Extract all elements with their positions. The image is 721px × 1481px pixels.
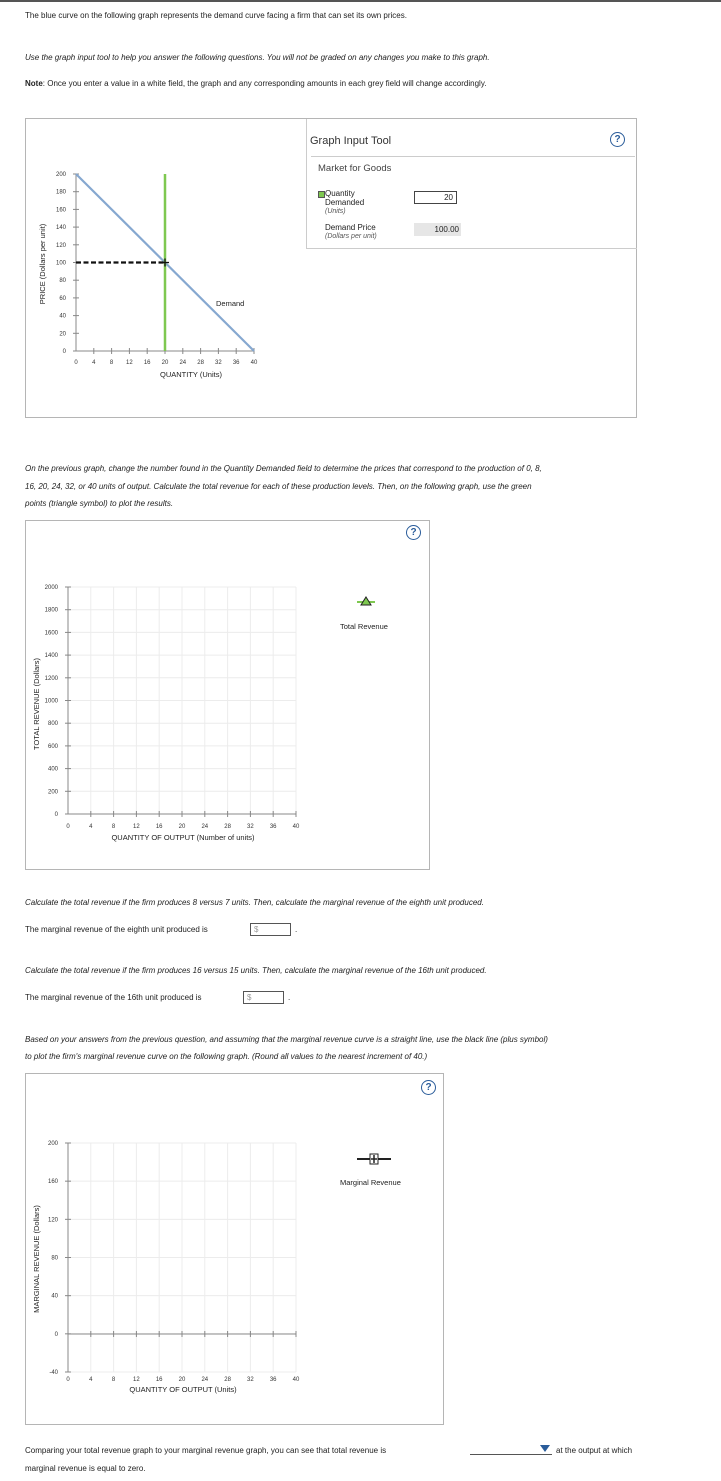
x-tick-label: 40 <box>292 1377 300 1383</box>
x-tick-label: 40 <box>250 360 258 366</box>
y-tick-label: 160 <box>55 207 66 214</box>
plus-tool-icon[interactable] <box>356 1152 392 1166</box>
quantity-demanded-input[interactable]: 20 <box>414 191 457 204</box>
x-tick-label: 32 <box>215 360 222 366</box>
marginal-revenue-axes <box>48 1141 300 1383</box>
final-question-line-2: marginal revenue is equal to zero. <box>25 1464 146 1473</box>
x-tick-label: 20 <box>161 360 169 366</box>
demand-curve-label: Demand <box>216 299 245 308</box>
question-2-prompt: Calculate the total revenue if the firm produces 16 versus 15 units. Then, calculate the marginal revenue of the 16th unit produced. <box>25 966 487 975</box>
demand-graph <box>26 119 306 417</box>
x-tick-label: 36 <box>269 824 277 830</box>
marginal-revenue-grid <box>68 1143 296 1372</box>
x-tick-label: 12 <box>126 360 133 366</box>
marginal-revenue-y-axis-label: MARGINAL REVENUE (Dollars) <box>32 1205 41 1313</box>
note-label: Note <box>25 79 43 88</box>
y-tick-label: 40 <box>59 313 66 320</box>
y-tick-label: 400 <box>47 766 58 773</box>
x-tick-label: 32 <box>247 1377 254 1383</box>
instructions-2-line-3: points (triangle symbol) to plot the results. <box>25 499 174 508</box>
question-1-prompt: Calculate the total revenue if the firm produces 8 versus 7 units. Then, calculate the marginal revenue of the eighth unit produced. <box>25 898 484 907</box>
quantity-label-line-1: Quantity <box>325 189 355 198</box>
price-unit: (Dollars per unit) <box>325 233 377 240</box>
y-tick-label: 600 <box>47 743 58 750</box>
x-tick-label: 24 <box>179 360 187 366</box>
x-tick-label: 40 <box>292 824 300 830</box>
final-question-part-1: Comparing your total revenue graph to your marginal revenue graph, you can see that total revenue is <box>25 1446 387 1455</box>
period: . <box>288 993 291 1002</box>
total-revenue-legend-label: Total Revenue <box>340 622 388 631</box>
demand-graph-y-axis-label: PRICE (Dollars per unit) <box>38 223 47 305</box>
period: . <box>295 925 298 934</box>
x-tick-label: 0 <box>74 360 78 366</box>
demand-price-output: 100.00 <box>414 223 461 236</box>
x-tick-label: 36 <box>232 360 240 366</box>
intro-line-2: Use the graph input tool to help you answer the following questions. You will not be graded on any changes you make to this graph. <box>25 53 490 62</box>
demand-graph-panel <box>25 118 637 418</box>
marginal-revenue-8th-input[interactable]: $ <box>250 923 291 936</box>
x-tick-label: 16 <box>155 1377 163 1383</box>
x-tick-label: 16 <box>155 824 163 830</box>
y-tick-label: 100 <box>55 260 66 267</box>
instructions-2-line-2: 16, 20, 24, 32, or 40 units of output. Calculate the total revenue for each of these production levels. Then, on the following graph, use the green <box>25 482 532 491</box>
y-tick-label: 1800 <box>44 607 58 614</box>
y-tick-label: 200 <box>55 172 66 178</box>
price-label-line: Demand Price <box>325 223 376 232</box>
graph-input-tool-title: Graph Input Tool <box>310 135 392 147</box>
tool-divider <box>311 156 635 157</box>
quantity-label-line-2: Demanded <box>325 198 365 207</box>
help-icon[interactable]: ? <box>421 1080 436 1095</box>
y-tick-label: 200 <box>47 789 58 796</box>
instructions-3-line-2: to plot the firm's marginal revenue curve on the following graph. (Round all values to the nearest increment of 40.) <box>25 1052 428 1061</box>
final-question-part-2: at the output at which <box>556 1446 633 1455</box>
x-tick-label: 4 <box>89 824 93 830</box>
x-tick-label: 0 <box>66 1377 70 1383</box>
graph-input-tool <box>306 119 637 249</box>
y-tick-label: 80 <box>59 278 66 285</box>
y-tick-label: 40 <box>51 1293 58 1300</box>
total-revenue-axes <box>45 585 300 830</box>
x-tick-label: 8 <box>109 360 114 366</box>
x-tick-label: 32 <box>247 824 254 830</box>
x-tick-label: 28 <box>224 824 231 830</box>
y-tick-label: 0 <box>54 812 58 818</box>
triangle-tool-icon[interactable] <box>356 595 376 609</box>
y-tick-label: 60 <box>59 295 66 302</box>
total-revenue-panel <box>25 520 430 870</box>
y-tick-label: 20 <box>59 331 66 338</box>
y-tick-label: 0 <box>62 349 66 355</box>
total-revenue-y-axis-label: TOTAL REVENUE (Dollars) <box>32 658 41 750</box>
marginal-revenue-panel <box>25 1073 444 1425</box>
y-tick-label: -40 <box>49 1370 58 1376</box>
x-tick-label: 8 <box>111 1377 116 1383</box>
x-tick-label: 28 <box>224 1377 231 1383</box>
help-icon[interactable]: ? <box>406 525 421 540</box>
marginal-revenue-graph[interactable] <box>26 1074 326 1424</box>
y-tick-label: 1200 <box>44 675 58 682</box>
dropdown-arrow-icon <box>540 1445 550 1453</box>
demand-graph-axes <box>56 172 258 366</box>
question-1-answer-label: The marginal revenue of the eighth unit produced is <box>25 925 208 934</box>
demand-graph-x-axis-label: QUANTITY (Units) <box>160 370 222 379</box>
x-tick-label: 20 <box>178 824 186 830</box>
x-tick-label: 4 <box>92 360 96 366</box>
x-tick-label: 24 <box>201 824 209 830</box>
instructions-3-line-1: Based on your answers from the previous question, and assuming that the marginal revenue curve is a straight line, use the black line (plus symbol) <box>25 1035 548 1044</box>
quantity-demanded-label <box>325 189 364 216</box>
total-revenue-dropdown[interactable] <box>470 1442 552 1455</box>
intro-note <box>25 79 486 88</box>
y-tick-label: 1000 <box>44 698 58 705</box>
x-tick-label: 20 <box>178 1377 186 1383</box>
quantity-swatch <box>318 191 325 198</box>
x-tick-label: 36 <box>269 1377 277 1383</box>
y-tick-label: 140 <box>55 225 66 232</box>
marginal-revenue-legend-label: Marginal Revenue <box>340 1178 401 1187</box>
y-tick-label: 0 <box>54 1331 58 1338</box>
help-icon[interactable]: ? <box>610 132 625 147</box>
x-tick-label: 8 <box>111 824 116 830</box>
x-tick-label: 28 <box>197 360 204 366</box>
x-tick-label: 4 <box>89 1377 93 1383</box>
note-text: : Once you enter a value in a white field, the graph and any corresponding amounts in each grey field will change accordingly. <box>42 79 487 88</box>
y-tick-label: 180 <box>55 189 66 196</box>
marginal-revenue-x-axis-label: QUANTITY OF OUTPUT (Units) <box>129 1385 237 1394</box>
total-revenue-graph[interactable] <box>26 521 326 869</box>
marginal-revenue-16th-input[interactable]: $ <box>243 991 284 1004</box>
x-tick-label: 16 <box>143 360 151 366</box>
x-tick-label: 0 <box>66 824 70 830</box>
y-tick-label: 200 <box>47 1141 58 1147</box>
market-title: Market for Goods <box>318 163 392 174</box>
question-2-answer-label: The marginal revenue of the 16th unit produced is <box>25 993 202 1002</box>
instructions-2-line-1: On the previous graph, change the number found in the Quantity Demanded field to determine the prices that correspond to the production of 0, 8, <box>25 464 542 473</box>
total-revenue-x-axis-label: QUANTITY OF OUTPUT (Number of units) <box>111 833 255 842</box>
y-tick-label: 160 <box>47 1179 58 1186</box>
quantity-unit: (Units) <box>325 208 346 215</box>
top-border <box>0 0 721 2</box>
x-tick-label: 12 <box>133 824 140 830</box>
x-tick-label: 12 <box>133 1377 140 1383</box>
y-tick-label: 120 <box>47 1217 58 1224</box>
y-tick-label: 1400 <box>44 653 58 660</box>
y-tick-label: 2000 <box>44 585 58 591</box>
y-tick-label: 120 <box>55 242 66 249</box>
x-tick-label: 24 <box>201 1377 209 1383</box>
total-revenue-grid <box>68 587 296 814</box>
demand-price-label <box>325 223 377 241</box>
y-tick-label: 80 <box>51 1255 58 1262</box>
y-tick-label: 800 <box>47 721 58 728</box>
intro-line-1: The blue curve on the following graph represents the demand curve facing a firm that can set its own prices. <box>25 11 407 20</box>
y-tick-label: 1600 <box>44 630 58 637</box>
